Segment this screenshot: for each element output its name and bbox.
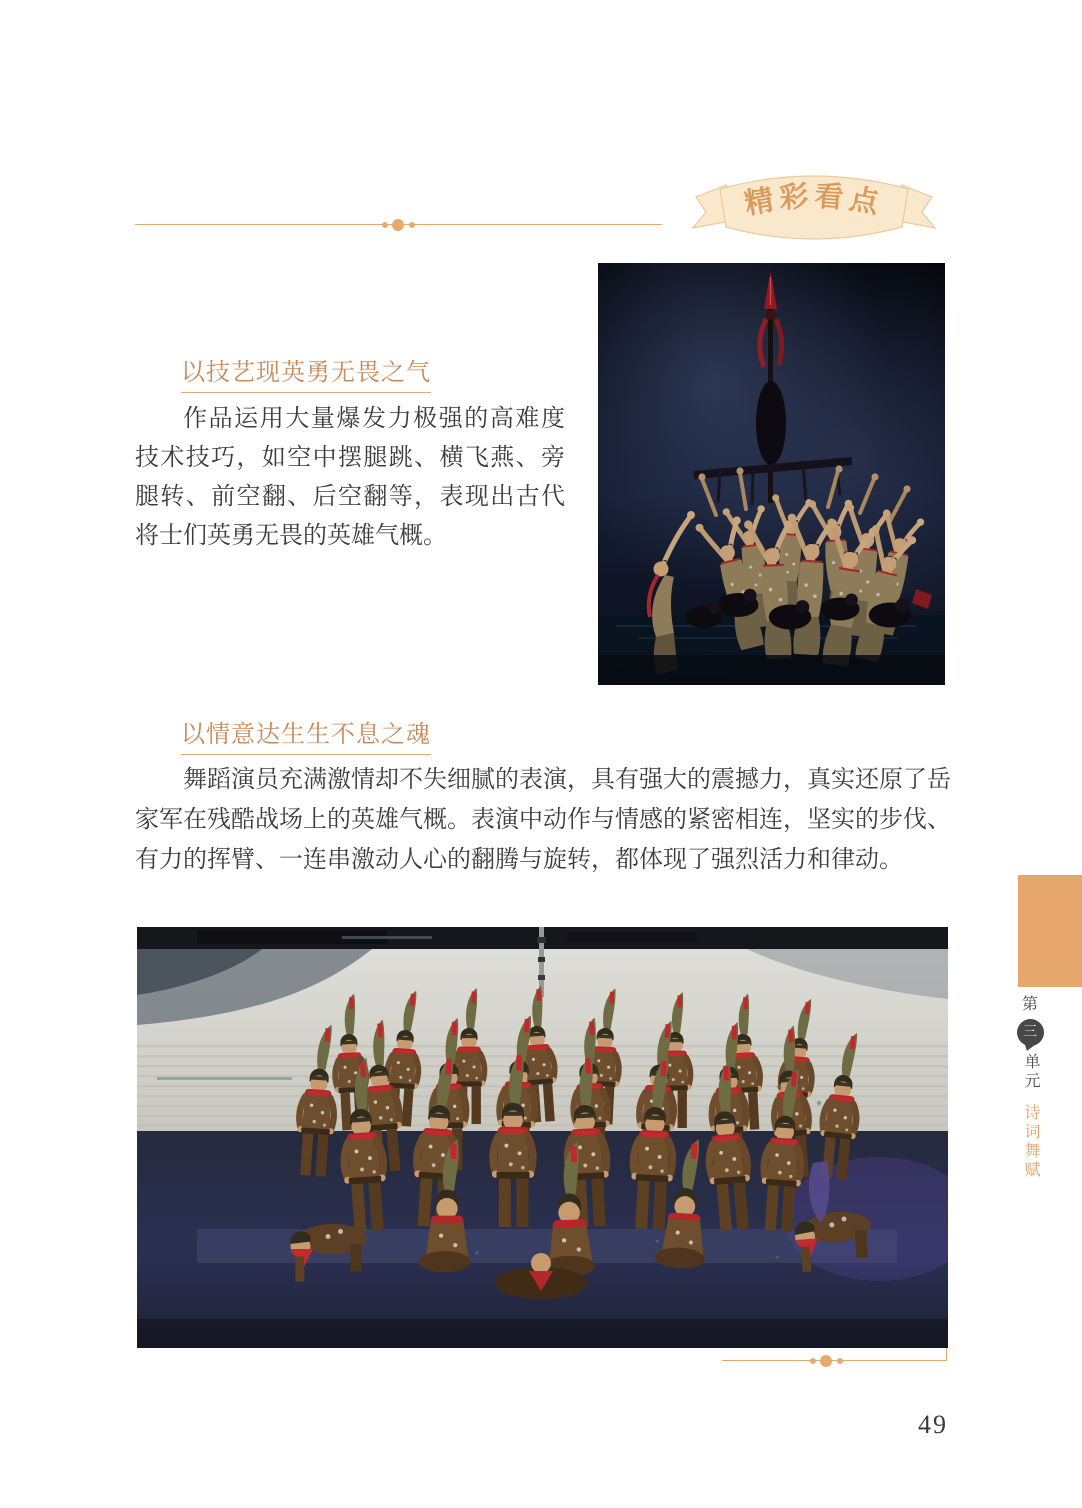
divider-dot bbox=[837, 1358, 843, 1364]
section-heading-1: 以技艺现英勇无畏之气 bbox=[181, 358, 431, 393]
ribbon-banner-icon bbox=[688, 157, 940, 253]
section-body-2: 舞蹈演员充满激情却不失细腻的表演，具有强大的震撼力，真实还原了岳家军在残酷战场上的英雄气概。表演中动作与情感的紧密相连，坚实的步伐、有力的挥臂、一连串激动人心的翻腾与旋转，都体现了强烈活力和律动。 bbox=[135, 767, 951, 873]
page-number: 49 bbox=[918, 1410, 948, 1439]
unit-number-badge: 三 bbox=[1017, 1019, 1044, 1046]
section-heading-2: 以情意达生生不息之魂 bbox=[181, 720, 431, 755]
bottom-divider-line bbox=[722, 1348, 947, 1361]
sidebar-unit-label bbox=[1006, 997, 1054, 1180]
highlights-ribbon-banner bbox=[688, 157, 940, 253]
divider-dot bbox=[810, 1358, 816, 1364]
stage-photo-2-graphic bbox=[137, 927, 948, 1348]
top-divider-line bbox=[135, 224, 662, 225]
sidebar-accent-block bbox=[1018, 875, 1082, 987]
section-body-1: 作品运用大量爆发力极强的高难度技术技巧，如空中摆腿跳、横飞燕、旁腿转、前空翻、后空翻等，表现出古代将士们英勇无畏的英雄气概。 bbox=[135, 406, 565, 549]
divider-dot bbox=[392, 219, 404, 231]
unit-prefix-char: 第 bbox=[1021, 996, 1038, 1013]
divider-dot bbox=[820, 1355, 832, 1367]
divider-dot bbox=[382, 222, 388, 228]
unit-series-title: 诗词舞赋 bbox=[1022, 1104, 1039, 1180]
banner-title: 精彩看点 bbox=[741, 180, 887, 221]
stage-photo-spear-tableau bbox=[598, 263, 945, 685]
unit-suffix-chars: 单元 bbox=[1022, 1053, 1039, 1091]
stage-photo-group-scene bbox=[137, 927, 948, 1348]
stage-photo-1-graphic bbox=[598, 263, 945, 685]
divider-dot bbox=[409, 222, 415, 228]
